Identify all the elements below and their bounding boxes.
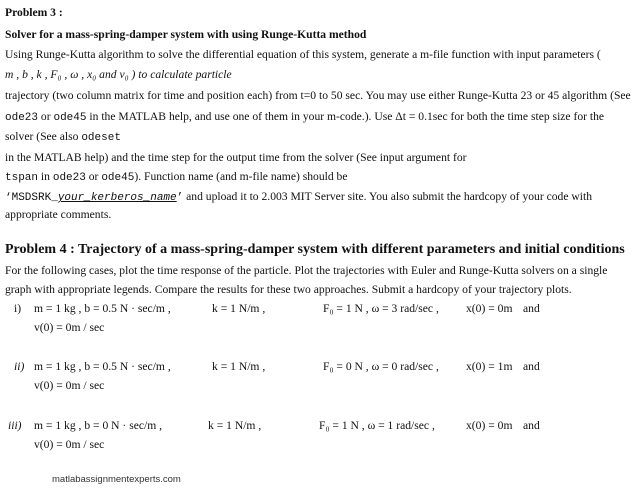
problem3-line-8 xyxy=(5,190,592,204)
case-force: F₀ = 1 N , ω = 3 rad/sec , xyxy=(323,302,439,315)
case-label: ii) xyxy=(14,360,25,373)
text: in xyxy=(38,170,53,183)
code-kerberos: your_kerberos_name xyxy=(57,192,177,204)
code-odeset: odeset xyxy=(81,132,121,144)
case-spring: k = 1 N/m , xyxy=(212,360,266,373)
text: or xyxy=(85,170,102,183)
case-spring: k = 1 N/m , xyxy=(212,302,266,315)
case-label: iii) xyxy=(8,419,22,432)
case-x0: x(0) = 0m xyxy=(466,419,513,432)
footer-watermark: matlabassignmentexperts.com xyxy=(52,474,181,485)
case-and: and xyxy=(523,360,540,373)
text: in the MATLAB help, and use one of them in your m-code.). Use Δt = 0.1sec for both the time step size for the xyxy=(86,110,605,123)
text: ). Function name (and m-file name) should be xyxy=(134,170,348,183)
problem4-title: Problem 4 : Trajectory of a mass-spring-damper system with different parameters and initial conditions xyxy=(5,242,625,257)
case-force: F₀ = 1 N , ω = 1 rad/sec , xyxy=(319,419,435,432)
case-mass-damping: m = 1 kg , b = 0 N · sec/m , xyxy=(34,419,163,432)
case-mass-damping: m = 1 kg , b = 0.5 N · sec/m , xyxy=(34,302,171,315)
problem3-line-7 xyxy=(5,170,347,184)
case-v0: v(0) = 0m / sec xyxy=(34,321,105,334)
code-ode45: ode45 xyxy=(53,112,87,124)
problem3-line-9: appropriate comments. xyxy=(5,208,112,221)
code-tspan: tspan xyxy=(5,172,39,184)
problem4-line-1: For the following cases, plot the time response of the particle. Plot the trajectories with Euler and Runge-Kutta solvers on a single xyxy=(5,264,608,277)
code-quote: ’ xyxy=(176,192,184,204)
case-and: and xyxy=(523,302,540,315)
text: and upload it to 2.003 MIT Server site. You also submit the hardcopy of your code with xyxy=(183,190,592,203)
case-x0: x(0) = 0m xyxy=(466,302,513,315)
case-and: and xyxy=(523,419,540,432)
text: solver (See also xyxy=(5,130,82,143)
problem4-line-2: graph with appropriate legends. Compare the results for these two approaches. Submit a hardcopy of your trajectory plots. xyxy=(5,283,572,296)
case-force: F₀ = 0 N , ω = 0 rad/sec , xyxy=(323,360,439,373)
case-v0: v(0) = 0m / sec xyxy=(34,438,105,451)
problem3-subtitle: Solver for a mass-spring-damper system with using Runge-Kutta method xyxy=(5,28,367,41)
case-label: i) xyxy=(14,302,22,315)
problem3-title: Problem 3 : xyxy=(5,6,63,19)
case-x0: x(0) = 1m xyxy=(466,360,513,373)
code-ode45: ode45 xyxy=(101,172,135,184)
code-ode23: ode23 xyxy=(52,172,86,184)
problem3-line-5 xyxy=(5,130,121,144)
problem3-line-1: Using Runge-Kutta algorithm to solve the differential equation of this system, generate a m-file function with input parameters ( xyxy=(5,48,601,61)
code-function-name: ‘MSDSRK_ xyxy=(5,192,58,204)
case-mass-damping: m = 1 kg , b = 0.5 N · sec/m , xyxy=(34,360,171,373)
case-v0: v(0) = 0m / sec xyxy=(34,379,105,392)
problem3-line-4 xyxy=(5,110,604,124)
code-ode23: ode23 xyxy=(5,112,39,124)
problem3-line-6: in the MATLAB help) and the time step for the output time from the solver (See input argument for xyxy=(5,151,467,164)
problem3-line-3: trajectory (two column matrix for time and position each) from t=0 to 50 sec. You may use either Runge-Kutta 23 or 45 algorithm (See xyxy=(5,89,631,102)
text: or xyxy=(38,110,54,123)
case-spring: k = 1 N/m , xyxy=(208,419,262,432)
problem3-line-2: m , b , k , F₀ , ω , x₀ and v₀ ) to calculate particle xyxy=(5,68,232,81)
